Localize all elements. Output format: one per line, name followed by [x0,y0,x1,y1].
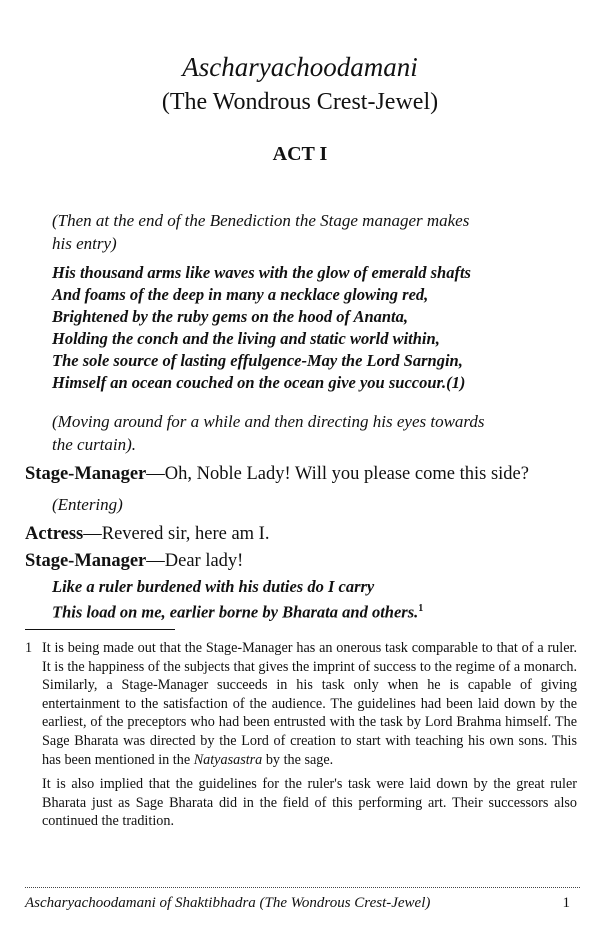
dialogue-line [25,549,580,573]
verse-line: His thousand arms like waves with the glow of emerald shafts [52,263,471,282]
dialogue-line [25,462,580,486]
verse-line: Himself an ocean couched on the ocean give you succour.(1) [52,373,466,392]
em-dash: — [146,551,165,571]
page-title: Ascharyachoodamani [182,52,418,82]
footnote-paragraph: It is also implied that the guidelines for the ruler's task were laid down by the great ruler Bharata just as Sage Bharata did in the field of this performing art. Their successors also continued the tradition. [42,776,577,830]
dialogue-text: Oh, Noble Lady! Will you please come this side? [164,464,529,484]
direction-line: (Then at the end of the Benediction the Stage manager makes [52,211,470,230]
page-footer [25,893,580,913]
verse-line [25,598,580,624]
speaker-name: Stage-Manager [25,551,147,571]
footnote-divider [25,629,175,630]
speaker-name: Actress [25,524,84,544]
dialogue-text: Revered sir, here am I. [101,524,270,544]
speaker-name: Stage-Manager [25,464,147,484]
stage-direction-moving [25,410,580,456]
em-dash: — [146,464,165,484]
stage-direction-entry [25,209,580,255]
running-title: Ascharyachoodamani of Shaktibhadra (The Wondrous Crest-Jewel) [25,895,431,911]
footnote-marker[interactable]: 1 [418,603,424,614]
footer-divider [25,887,580,888]
em-dash: — [83,524,102,544]
footnote-text-end: by the sage. [262,751,334,768]
direction-line: his entry) [52,234,117,253]
ruler-verse [25,576,580,624]
dialogue-line [25,522,580,546]
dialogue-text: Dear lady! [164,551,244,571]
page-subtitle: (The Wondrous Crest-Jewel) [161,89,439,115]
work-title: Natyasastra [193,751,263,768]
act-heading: ACT I [272,143,328,165]
verse-line: And foams of the deep in many a necklace glowing red, [52,285,429,304]
verse-text: This load on me, earlier borne by Bharata and others. [52,602,419,622]
footnote-text: It is being made out that the Stage-Manager has an onerous task comparable to that of a ruler. It is the happiness of the subjects that gives the imprint of success to the regime of a monarch. Similarly, a Stage-Manager succeeds in his task only when he is capable of giving entertainment to the satisfaction of the audience. The guidelines had been laid down by the earliest, of the preceptors who had been entrusted with the task by Lord Brahma himself. The Sage Bharata was directed by the Lord of creation to start with teaching his own sons. This has been mentioned in the [42,640,577,768]
footnote-number: 1 [25,640,33,656]
verse-line: Like a ruler burdened with his duties do I carry [52,577,375,596]
stage-direction-entering: (Entering) [52,495,123,514]
benediction-verse [25,262,580,394]
page-number: 1 [562,895,570,911]
verse-line: Holding the conch and the living and static world within, [52,329,440,348]
direction-line: the curtain). [52,435,137,454]
footnote-paragraph [25,639,577,769]
direction-line: (Moving around for a while and then directing his eyes towards [52,412,485,431]
footnote [25,639,577,831]
verse-line: Brightened by the ruby gems on the hood of Ananta, [52,307,409,326]
verse-line: The sole source of lasting effulgence-May the Lord Sarngin, [52,351,463,370]
